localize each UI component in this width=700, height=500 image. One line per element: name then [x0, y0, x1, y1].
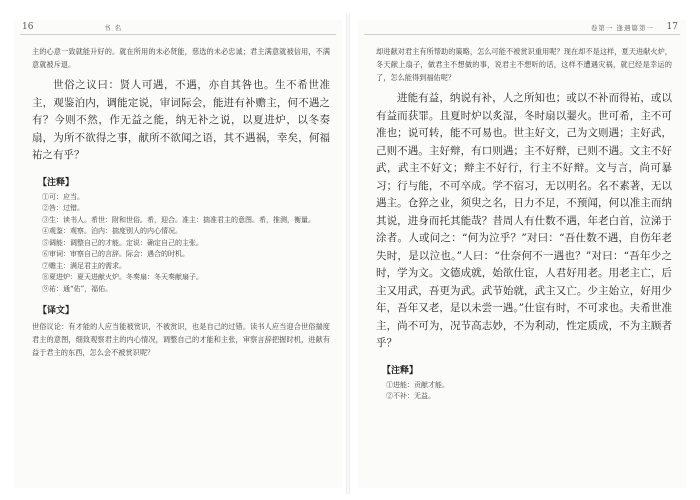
note-item: ⑥审词：审察自己的言辞。际会：遇合的时机。 [42, 250, 189, 258]
running-header: 书 名 [104, 24, 123, 32]
note-item: ⑤调能：调整自己的才能。定说：确定自己的主张。 [42, 238, 203, 247]
note-item: ⑨祐：通“佑”，福佑。 [42, 284, 113, 293]
original-text: 进能有益，纳说有补，人之所知也；或以不补而得祐，或以有益而获罪。且夏时炉以炙湿，冬时扇以翣火。世可希，主不可准也；说可转，能不可易也。世主好文，己为文则遇；主好武，己则不遇。主好辩，有口则遇；主不好辩，已则不遇。文主不好武，武主不好文；辩主不好行，行主不好辩。文与言，尚可暴习；行与能，不可卒成。学不宿习，无以明名。名不素著，无以遇主。仓猝之业，须臾之名，日力不足，不预闻，何以准主而纳其说，进身而托其能哉？昔周人有仕数不遇，年老白首，泣涕于涂者。人或问之：“何为泣乎？”对曰：“吾仕数不遇，自伤年老失时，是以泣也。”人曰：“仕奈何不一遇也？”对曰：“吾年少之时，学为文。文德成就，始欲仕宦，人君好用老。用老主亡，后主又用武，吾更为武。武节始就，武主又亡。少主始立，好用少年，吾年又老，是以未尝一遇。”仕宦有时，不可求也。夫希世准主，尚不可为，况节高志妙，不为利动，性定质成，不为主顾者乎？ [376, 92, 672, 349]
translation-paragraph: 主的心意一致就能升好的。就在所用的未必贤能，慈选的未必忠诚；君主满意就被信用，不满意就被斥退。 [32, 47, 330, 69]
note-item: ④观鉴：观察。泊内：揣度别人的内心情况。 [42, 227, 182, 235]
notes-heading: 【注释】 [38, 177, 75, 188]
notes-list [386, 380, 672, 403]
right-page-header [364, 20, 680, 35]
book-gutter [346, 14, 350, 494]
note-item: ⑧夏进炉：夏天进献火炉。冬奏扇：冬天奏献扇子。 [42, 273, 203, 281]
notes-heading: 【注释】 [382, 365, 419, 376]
note-item: ⑦赡主：满足君主的需求。 [42, 261, 126, 270]
note-item: ②咎：过错。 [42, 204, 84, 212]
note-item: ①进能：贡献才能。 [386, 380, 449, 389]
note-item: ③生：读书人。希世：附和世俗。希，迎合。准主：揣准君主的意图。希，推测，衡量。 [42, 215, 315, 224]
note-item: ①可：应当。 [42, 192, 84, 201]
left-page [14, 20, 342, 488]
translation-paragraph: 却进献对君主有所帮助的策略，怎么可能不被赏识重用呢？现在却不是这样，夏天进献火炉，冬天献上扇子，做君主不想做的事，说君主不想听的话，这样不遭遇灾祸，就已经是幸运的了，怎么能得到福佑呢？ [376, 47, 672, 82]
translation-paragraph: 世俗议论：有才能的人应当能被赏识，不被赏识，也是自己的过错。读书人应当迎合世俗揣度君主的意图，细致观察君主的内心情况，调整自己的才能和主张，审察言辞把握时机，进献有益于君主的东西，怎么会不被赏识呢？ [32, 322, 330, 357]
left-page-header [20, 20, 336, 35]
notes-list [42, 192, 330, 296]
note-item: ②不补：无益。 [386, 392, 435, 400]
page-number: 16 [22, 22, 34, 32]
left-page-content [14, 45, 342, 359]
original-text: 世俗之议曰：贤人可遇，不遇，亦自其咎也。生不希世准主，观鉴泊内，调能定说，审词际会，能进有补赡主，何不遇之有？今则不然，作无益之能，纳无补之说，以夏进炉，以冬奏扇，为所不欲得之事，献所不欲闻之语，其不遇祸，幸矣，何福祐之有乎？ [32, 79, 330, 161]
page-number: 17 [666, 22, 678, 32]
right-page-content [358, 45, 686, 403]
running-header: 卷第一 逢遇篇第一 [590, 24, 654, 32]
translation-heading: 【译文】 [38, 306, 75, 316]
right-page [358, 20, 686, 488]
